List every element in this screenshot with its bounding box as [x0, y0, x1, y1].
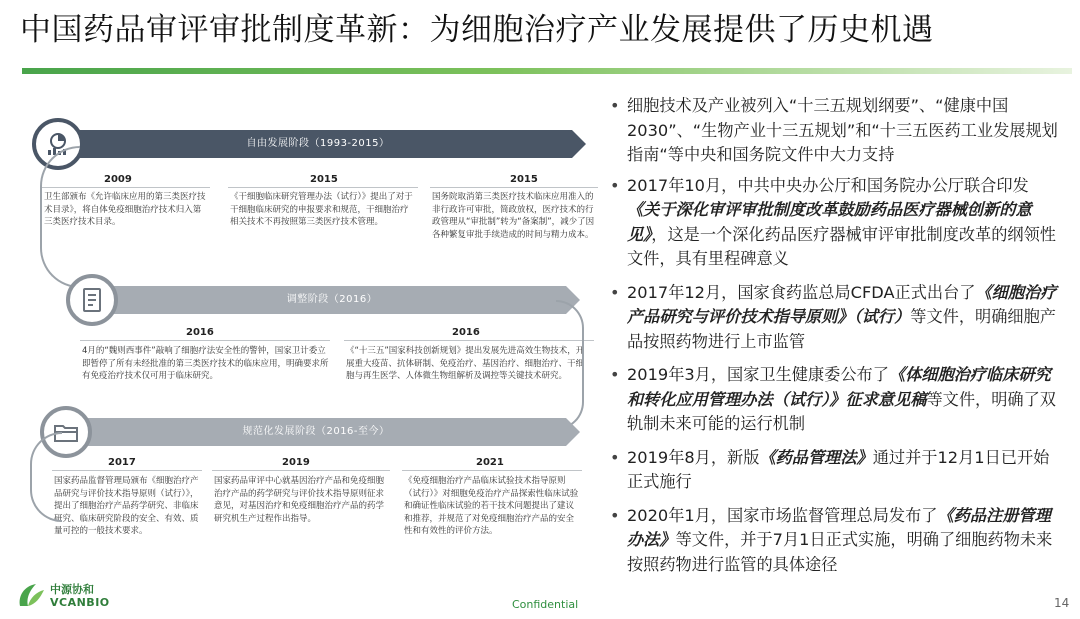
bullet-text: 等文件，明确细胞产品按照药物进行上市监管: [627, 307, 1056, 351]
stage1-year-1: 2009: [104, 174, 132, 185]
stage3-text-3: 《免疫细胞治疗产品临床试验技术指导原则（试行）》对细胞免疫治疗产品探索性临床试验和确证性临床试验的若干技术问题提出了建议和推荐，并规范了对免疫细胞治疗产品的安全性和有效性的评价方法。: [404, 476, 579, 536]
bullet-text: 2019年8月，新版: [627, 447, 760, 467]
stage3-bar: 规范化发展阶段（2016-至今）: [66, 418, 566, 446]
year-rule: [80, 340, 330, 341]
bullet-text: 2019年3月，国家卫生健康委公布了: [627, 365, 889, 384]
year-rule: [52, 470, 202, 471]
connector-arc: [30, 432, 62, 522]
stage3-text-1: 国家药品监督管理局颁布《细胞治疗产品研究与评价技术指导原则（试行）》，提出了细胞治疗产品药学研究、非临床研究、临床研究阶段的安全、有效、质量可控的一般技术要求。: [54, 476, 199, 536]
connector-arc: [556, 300, 584, 430]
logo-cn-text: 中源协和: [50, 583, 94, 596]
bullet-text: ，这是一个深化药品医疗器械审评审批制度改革的纲领性文件，具有里程碑意义: [627, 224, 1056, 268]
year-rule: [212, 470, 390, 471]
slide-title: 中国药品审评审批制度革新：为细胞治疗产业发展提供了历史机遇: [20, 12, 934, 48]
bullet-item: [610, 446, 1060, 495]
stage1-year-3: 2015: [510, 174, 538, 185]
policy-bullet-list: [610, 94, 1060, 586]
stage3-year-3: 2021: [476, 457, 504, 468]
bullet-item: [610, 363, 1060, 437]
bullet-emphasis: 《药品注册管理办法》: [627, 505, 1051, 549]
year-rule: [402, 470, 582, 471]
bullet-text: 等文件，明确了双轨制未来可能的运行机制: [627, 389, 1056, 433]
stage1-text-2: 《干细胞临床研究管理办法（试行）》提出了对于干细胞临床研究的申报要求和规范，干细胞治疗相关技术不再按照第三类医疗技术管理。: [230, 192, 413, 227]
stage1-bar: 自由发展阶段（1993-2015）: [64, 130, 572, 158]
title-divider: [22, 68, 1072, 74]
bullet-text: 通过并于12月1日已开始正式施行: [627, 447, 1050, 491]
stage2-text-1: 4月的“魏则西事件”敲响了细胞疗法安全性的警钟，国家卫计委立即暂停了所有未经批准的第三类医疗技术的临床应用，明确要求所有免疫治疗技术仅可用于临床研究。: [82, 346, 329, 381]
logo-en-text: VCANBIO: [50, 596, 110, 609]
stage1-text-1: 卫生部颁布《允许临床应用的第三类医疗技术目录》，将自体免疫细胞治疗技术归入第三类医疗技术目录。: [44, 192, 206, 227]
company-logo: [16, 582, 110, 610]
stage3-year-2: 2019: [282, 457, 310, 468]
bullet-item: [610, 504, 1060, 578]
bullet-text: 2017年10月，中共中央办公厅和国务院办公厅联合印发: [627, 175, 1029, 195]
bullet-emphasis: 《药品管理法》: [759, 447, 873, 467]
year-rule: [228, 187, 418, 188]
stage3-year-1: 2017: [108, 457, 136, 468]
stage2-year-1: 2016: [186, 327, 214, 338]
bullet-text: 2017年12月，国家食药监总局CFDA正式出台了: [627, 282, 976, 302]
stage2-text-2: 《“十三五”国家科技创新规划》提出发展先进高效生物技术，开展重大疫苗、抗体研制、免疫治疗、基因治疗、细胞治疗、干细胞与再生医学、人体微生物组解析及调控等关键技术研究。: [346, 346, 585, 381]
page-number: 14: [1054, 596, 1070, 610]
stage2-bar: 调整阶段（2016）: [98, 286, 566, 314]
stage3-text-2: 国家药品审评中心就基因治疗产品和免疫细胞治疗产品的药学研究与评价技术指导原则征求意见，对基因治疗和免疫细胞治疗产品的药学研究机生产过程作出指导。: [214, 476, 385, 524]
connector-arc: [40, 146, 80, 288]
year-rule: [430, 187, 598, 188]
stage1-year-2: 2015: [310, 174, 338, 185]
stage2-circle: [66, 274, 118, 326]
bullet-text: 2020年1月，国家市场监督管理总局发布了: [627, 505, 938, 525]
stage1-text-3: 国务院取消第三类医疗技术临床应用准入的非行政许可审批，简政放权，医疗技术的行政管理从“审批制”转为“备案制”，减少了因各种繁复审批手续造成的时间与精力成本。: [432, 192, 595, 240]
confidential-label: Confidential: [512, 598, 579, 611]
bullet-item: [610, 94, 1060, 168]
bullet-emphasis: 《体细胞治疗临床研究和转化应用管理办法（试行）》征求意见稿: [627, 365, 1051, 409]
bullet-emphasis: 《细胞治疗产品研究与评价技术指导原则》（试行）: [627, 282, 1057, 326]
bullet-text: 细胞技术及产业被列入“十三五规划纲要”、“健康中国2030”、“生物产业十三五规划”和“十三五医药工业发展规划指南“等中央和国务院文件中大力支持: [627, 96, 1058, 164]
bullet-item: [610, 281, 1060, 355]
stage2-year-2: 2016: [452, 327, 480, 338]
bullet-emphasis: 《关于深化审评审批制度改革鼓励药品医疗器械创新的意见》: [627, 200, 1032, 244]
document-icon: [78, 286, 106, 314]
leaf-logo-icon: [16, 582, 46, 610]
bullet-item: [610, 174, 1060, 272]
bullet-text: 等文件，并于7月1日正式实施，明确了细胞药物未来按照药物进行监管的具体途径: [627, 530, 1053, 574]
